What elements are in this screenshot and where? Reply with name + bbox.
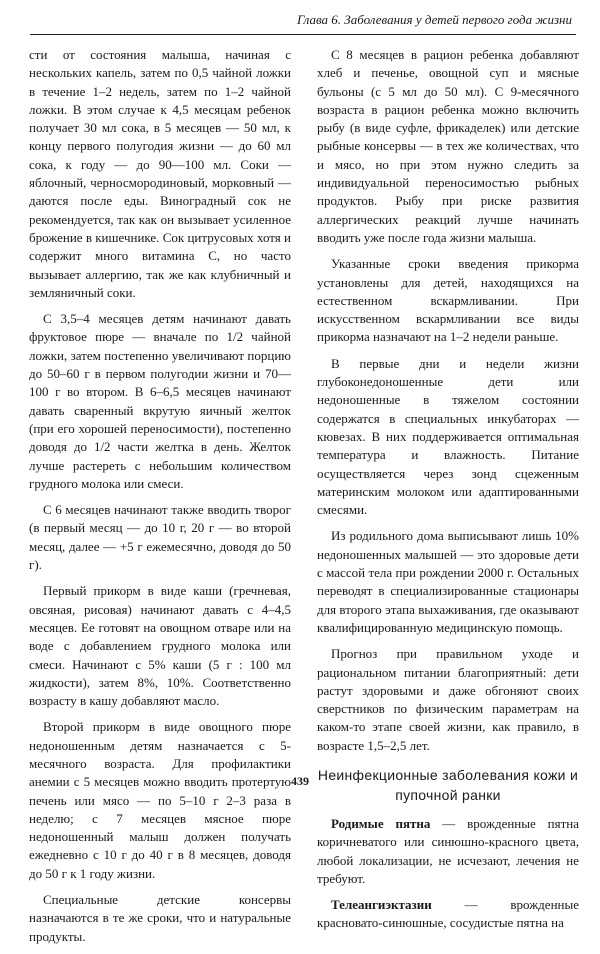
page-number: 439 [291,774,309,788]
paragraph: С 8 месяцев в рацион ребенка добавляют хлеб и печенье, овощной суп и мясные бульоны (с 5 мл до 50 мл). С 9-месячного возраста в рацион ребенка можно включить рыбу (в виде суфле, фрикаделек) или детские рыбные консервы — в тех же количествах, что и мясо, но при этом нужно следить за индивидуальной переносимостью рыбных продуктов. Рыбу при риске развития аллергических реакций лучше начинать вводить уже после года жизни малыша. [317,47,579,245]
paragraph: Второй прикорм в виде овощного пюре недоношенным детям назначается с 5-месячного возраста. Для профилактики анемии с 5 месяцев можно вводить протертую печень или мясо — по 5–10 г 2–3 раза в неделю; с 7 месяцев мясное пюре недоношенный малыш должен получать ежедневно с 10 г до 40 г в 8 месяцев, доводя до 50 г к 1 году жизни. [29,719,291,881]
running-title: Глава 6. Заболевания у детей первого года жизни [296,12,572,27]
definition-text: — врожденные красновато-синюшные, сосудистые пятна на [317,897,579,931]
paragraph: Специальные детские консервы назначаются в те же сроки, что и натуральные продукты. [29,892,291,944]
paragraph: Указанные сроки введения прикорма установлены для детей, находящихся на естественном вскармливании. При искусственном вскармливании все виды прикорма назначают на 1–2 недели раньше. [317,256,579,345]
paragraph: Из родильного дома выписывают лишь 10% недоношенных малышей — это здоровые дети с массой тела при рождении 2000 г. Остальных переводят в специализированные стационары для второго этапа выхаживания, где оказывают квалифицированную медицинскую помощь. [317,528,579,635]
definition-term: Родимые пятна [331,815,431,831]
paragraph: В первые дни и недели жизни глубоконедоношенные дети или недоношенные в тяжелом состоянии содержатся в специальных инкубаторах — кювезах. В них поддерживается оптимальная температура и влажность. Питание осуществляется через зонд сцеженным материнским молоком или адаптированными смесями. [317,355,579,518]
left-column [29,46,291,954]
running-header [30,10,576,35]
paragraph: сти от состояния малыша, начиная с нескольких капель, затем по 0,5 чайной ложки в течение 1–2 недель, затем по 1–2 чайной ложки. В этом случае к 4,5 месяцам ребенок получает 30 мл сока, в 5 месяцев — 50 мл, к концу первого полугодия жизни — до 60 мл сока, к году — до 90—100 мл. Соки — яблочный, черносмородиновый, морковный — даются после еды. Виноградный сок не рекомендуется, так как он вызывает усиленное брожение в кишечнике. Сок цитрусовых хотя и содержит много витамина С, но часто вызывает аллергию, так же как клубничный и земляничный соки. [29,47,291,300]
paragraph: С 3,5–4 месяцев детям начинают давать фруктовое пюре — вначале по 1/2 чайной ложки, затем постепенно увеличивают порцию до 50–60 г в первом полугодии жизни и 70—100 г во втором. В 6–6,5 месяцев начинают давать сваренный вкрутую яичный желток (при его хорошей переносимости), постепенно доводя до 1/2 части желтка в день. Желток лучше растереть с небольшим количеством грудного молока или смеси. [29,311,291,491]
paragraph: Прогноз при правильном уходе и рациональном питании благоприятный: дети растут здоровыми и даже обгоняют своих сверстников по физическим параметрам на каком-то этапе своей жизни, как правило, в возрасте 1,5–2,5 лет. [317,646,579,753]
right-column [317,46,579,941]
paragraph: Первый прикорм в виде каши (гречневая, овсяная, рисовая) начинают давать с 4–4,5 месяцев. Ее готовят на овощном отваре или на воде с добавлением грудного молока или смеси. Начинают с 5% каши (5 г : 100 мл жидкости), затем 8%, 10%. Соответственно возрасту в кашу добавляют масло. [29,583,291,709]
definition-paragraph [317,815,579,888]
definition-term: Телеангиэктазии [331,897,432,913]
paragraph: С 6 месяцев начинают также вводить творог (в первый месяц — до 10 г, 20 г — во второй месяц, далее — +5 г ежемесячно, доводя до 50 г). [29,502,291,573]
definition-text: — врожденные пятна коричневатого или синюшно-красного цвета, любой локализации, не исчезают, лечения не требуют. [317,815,579,886]
section-title: Неинфекционные заболевания кожи и пупочной ранки [317,766,579,803]
definition-paragraph [317,896,579,933]
